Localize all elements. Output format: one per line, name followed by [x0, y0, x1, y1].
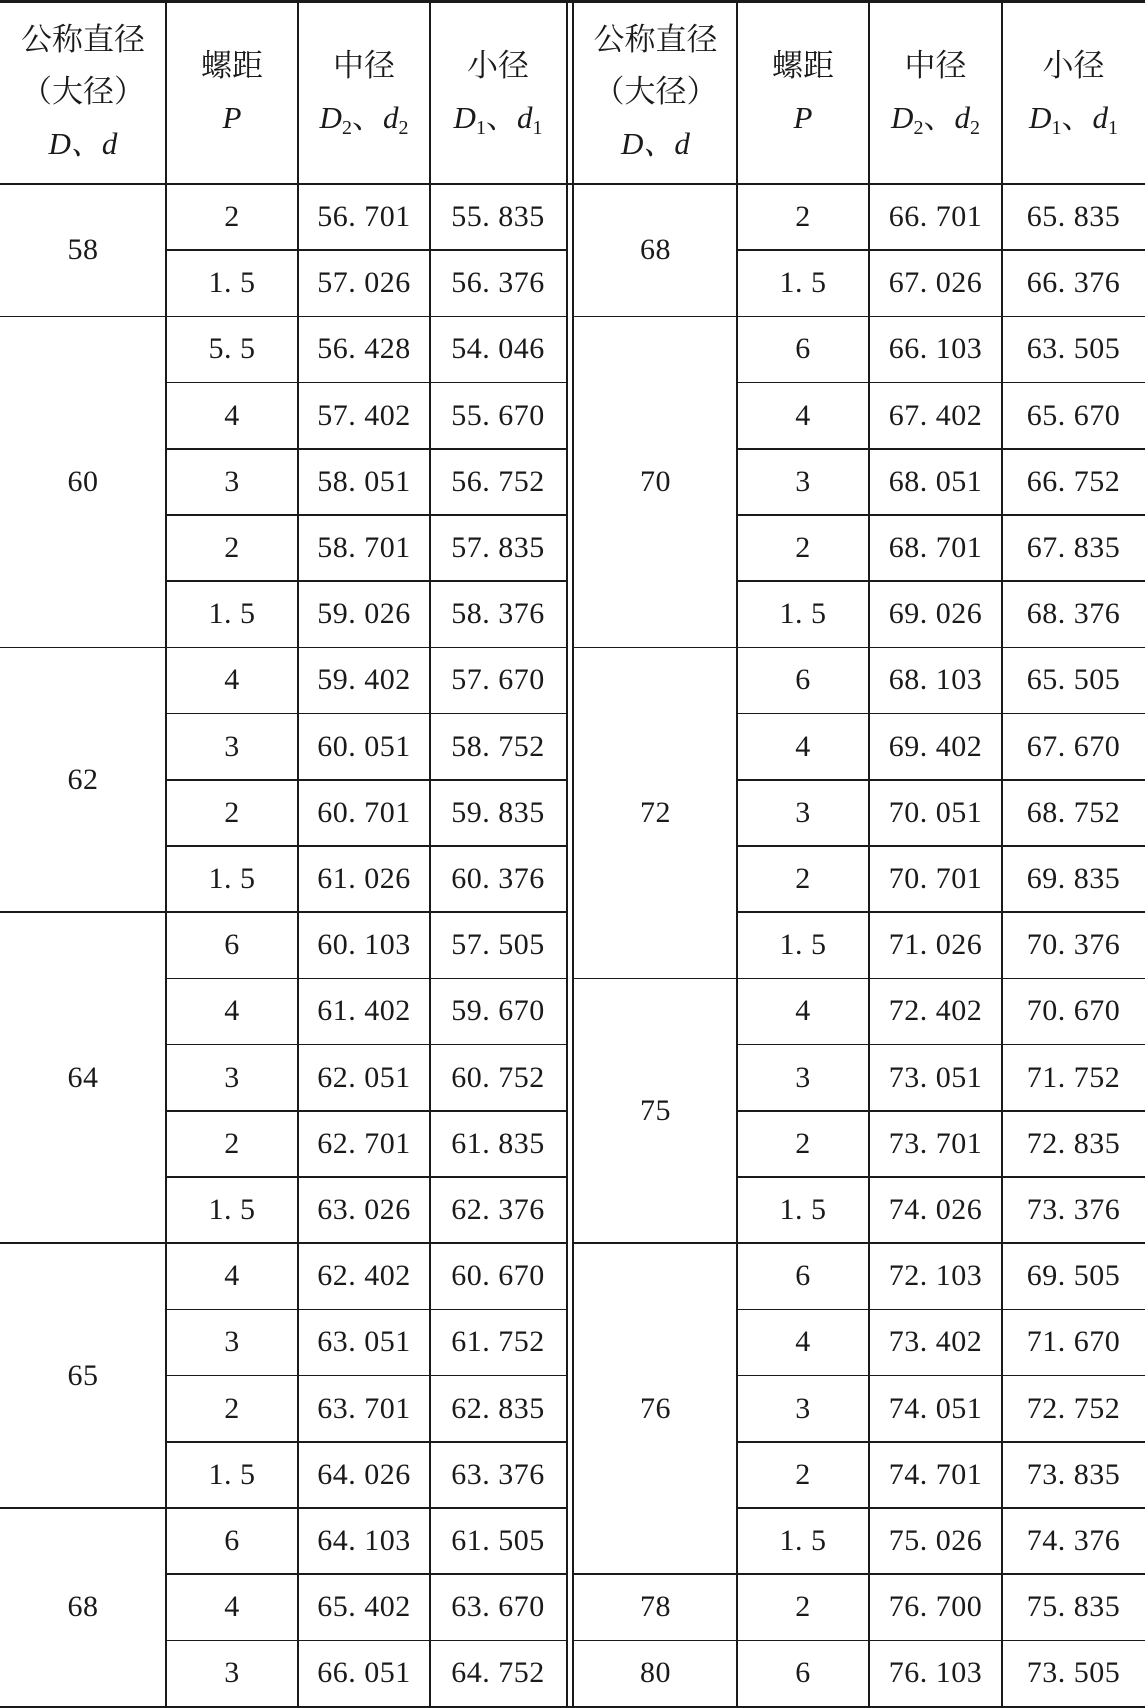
- minor-diameter-cell: 55. 670: [451, 398, 545, 432]
- nominal-diameter-cell: 70: [640, 464, 671, 498]
- header-label: 中径: [904, 48, 967, 83]
- minor-diameter-cell: 67. 670: [1026, 729, 1121, 763]
- pitch-diameter-cell: 56. 428: [317, 332, 411, 366]
- minor-diameter-cell: 68. 752: [1026, 795, 1121, 829]
- minor-diameter-cell: 69. 835: [1026, 862, 1121, 896]
- header-symbol: d: [382, 100, 399, 135]
- pitch-cell: 2: [795, 200, 811, 234]
- minor-diameter-cell: 65. 670: [1026, 398, 1121, 432]
- minor-diameter-cell: 69. 505: [1026, 1259, 1121, 1293]
- pitch-diameter-cell: 60. 051: [317, 729, 411, 763]
- header-subscript: 2: [398, 117, 409, 139]
- pitch-diameter-cell: 74. 051: [888, 1391, 983, 1425]
- pitch-diameter-cell: 71. 026: [888, 928, 983, 962]
- header-symbol: D: [1029, 100, 1052, 135]
- header-symbol: D、d: [621, 126, 690, 161]
- minor-diameter-cell: 58. 376: [451, 597, 545, 631]
- minor-diameter-cell: 55. 835: [451, 200, 545, 234]
- pitch-diameter-cell: 66. 103: [888, 332, 983, 366]
- pitch-cell: 5. 5: [208, 332, 256, 366]
- minor-diameter-cell: 71. 670: [1026, 1325, 1121, 1359]
- pitch-diameter-cell: 68. 051: [888, 464, 983, 498]
- header-pitch: [737, 0, 869, 184]
- pitch-diameter-cell: 58. 051: [317, 464, 411, 498]
- header-symbol: d: [954, 100, 970, 135]
- nominal-diameter-cell: 75: [640, 1093, 671, 1127]
- header-line: [333, 40, 395, 92]
- minor-diameter-cell: 64. 752: [451, 1656, 545, 1690]
- header-symbol: D: [453, 100, 476, 135]
- pitch-diameter-cell: 60. 701: [317, 795, 411, 829]
- pitch-diameter-cell: 57. 402: [317, 398, 411, 432]
- minor-diameter-cell: 59. 835: [451, 795, 545, 829]
- header-separator: 、: [1061, 100, 1093, 135]
- pitch-cell: 6: [224, 928, 240, 962]
- header-subscript: 1: [475, 117, 486, 139]
- header-symbol: P: [222, 100, 242, 135]
- pitch-diameter-cell: 70. 701: [888, 862, 983, 896]
- pitch-cell: 3: [224, 1656, 240, 1690]
- minor-diameter-cell: 72. 752: [1026, 1391, 1121, 1425]
- pitch-diameter-cell: 74. 026: [888, 1193, 983, 1227]
- pitch-diameter-cell: 64. 026: [317, 1457, 411, 1491]
- pitch-diameter-cell: 68. 701: [888, 531, 983, 565]
- pitch-cell: 4: [224, 1590, 240, 1624]
- pitch-diameter-cell: 62. 051: [317, 1060, 411, 1094]
- minor-diameter-cell: 62. 376: [451, 1193, 545, 1227]
- pitch-diameter-cell: 62. 402: [317, 1259, 411, 1293]
- header-symbol: D: [319, 100, 342, 135]
- pitch-diameter-cell: 76. 103: [888, 1656, 983, 1690]
- nominal-diameter-cell: 65: [67, 1358, 99, 1392]
- pitch-cell: 4: [224, 994, 240, 1028]
- header-subscript: 1: [532, 117, 543, 139]
- pitch-cell: 4: [795, 1325, 811, 1359]
- pitch-cell: 2: [224, 1391, 240, 1425]
- minor-diameter-cell: 70. 376: [1026, 928, 1121, 962]
- minor-diameter-cell: 73. 505: [1026, 1656, 1121, 1690]
- header-subscript: 1: [1051, 117, 1062, 139]
- header-separator: 、: [485, 100, 517, 135]
- pitch-cell: 6: [795, 1656, 811, 1690]
- header-symbol: D: [891, 100, 914, 135]
- pitch-diameter-cell: 57. 026: [317, 266, 411, 300]
- pitch-cell: 1. 5: [779, 597, 827, 631]
- header-line: [467, 40, 529, 92]
- minor-diameter-cell: 62. 835: [451, 1391, 545, 1425]
- header-symbol: d: [516, 100, 533, 135]
- pitch-cell: 2: [795, 862, 811, 896]
- pitch-cell: 4: [795, 994, 811, 1028]
- header-line: [905, 40, 967, 92]
- pitch-cell: 6: [795, 1259, 811, 1293]
- pitch-diameter-cell: 76. 700: [888, 1590, 983, 1624]
- header-line: [594, 66, 718, 118]
- pitch-diameter-cell: 63. 701: [317, 1391, 411, 1425]
- pitch-cell: 1. 5: [208, 1193, 256, 1227]
- pitch-cell: 1. 5: [208, 266, 256, 300]
- pitch-cell: 4: [795, 729, 811, 763]
- pitch-diameter-cell: 73. 402: [888, 1325, 983, 1359]
- nominal-diameter-cell: 60: [67, 464, 99, 498]
- header-label: 小径: [1042, 48, 1105, 83]
- minor-diameter-cell: 57. 835: [451, 531, 545, 565]
- pitch-cell: 2: [795, 1126, 811, 1160]
- pitch-cell: 4: [224, 663, 240, 697]
- pitch-diameter-cell: 65. 402: [317, 1590, 411, 1624]
- center-divider-left: [566, 0, 568, 1708]
- nominal-diameter-cell: 80: [640, 1656, 671, 1690]
- pitch-cell: 4: [224, 398, 240, 432]
- pitch-cell: 1. 5: [779, 1524, 827, 1558]
- minor-diameter-cell: 61. 505: [451, 1524, 545, 1558]
- minor-diameter-cell: 57. 505: [451, 928, 545, 962]
- header-line: [21, 14, 145, 66]
- header-line: [772, 40, 834, 92]
- pitch-cell: 2: [224, 1126, 240, 1160]
- header-symbol: d: [1092, 100, 1108, 135]
- minor-diameter-cell: 74. 376: [1026, 1524, 1121, 1558]
- pitch-diameter-cell: 67. 402: [888, 398, 983, 432]
- minor-diameter-cell: 54. 046: [451, 332, 545, 366]
- minor-diameter-cell: 68. 376: [1026, 597, 1121, 631]
- pitch-cell: 3: [224, 464, 240, 498]
- header-label: 公称直径: [21, 22, 145, 57]
- pitch-cell: 6: [795, 663, 811, 697]
- pitch-diameter-cell: 56. 701: [317, 200, 411, 234]
- pitch-diameter-cell: 74. 701: [888, 1457, 983, 1491]
- pitch-cell: 1. 5: [208, 1457, 256, 1491]
- header-label: 螺距: [772, 48, 834, 83]
- header-label: （大径）: [593, 74, 718, 109]
- minor-diameter-cell: 60. 752: [451, 1060, 545, 1094]
- pitch-cell: 6: [795, 332, 811, 366]
- minor-diameter-cell: 60. 670: [451, 1259, 545, 1293]
- pitch-cell: 2: [795, 1590, 811, 1624]
- pitch-cell: 1. 5: [779, 928, 827, 962]
- pitch-cell: 2: [224, 200, 240, 234]
- pitch-diameter-cell: 70. 051: [888, 795, 983, 829]
- pitch-diameter-cell: 66. 701: [888, 200, 983, 234]
- header-line: [794, 92, 813, 144]
- pitch-diameter-cell: 69. 402: [888, 729, 983, 763]
- minor-diameter-cell: 73. 376: [1026, 1193, 1121, 1227]
- header-label: 中径: [333, 48, 395, 83]
- pitch-cell: 4: [795, 398, 811, 432]
- minor-diameter-cell: 67. 835: [1026, 531, 1121, 565]
- minor-diameter-cell: 56. 752: [451, 464, 545, 498]
- minor-diameter-cell: 61. 752: [451, 1325, 545, 1359]
- pitch-diameter-cell: 64. 103: [317, 1524, 411, 1558]
- minor-diameter-cell: 73. 835: [1026, 1457, 1121, 1491]
- pitch-diameter-cell: 73. 051: [888, 1060, 983, 1094]
- nominal-diameter-cell: 68: [640, 233, 671, 267]
- header-separator: 、: [923, 100, 955, 135]
- header-subscript: 2: [969, 117, 980, 139]
- minor-diameter-cell: 71. 752: [1026, 1060, 1121, 1094]
- header-subscript: 2: [913, 117, 924, 139]
- pitch-diameter-cell: 68. 103: [888, 663, 983, 697]
- pitch-diameter-cell: 66. 051: [317, 1656, 411, 1690]
- pitch-cell: 2: [224, 531, 240, 565]
- header-subscript: 2: [341, 117, 352, 139]
- minor-diameter-cell: 57. 670: [451, 663, 545, 697]
- header-line: [201, 40, 263, 92]
- pitch-diameter-cell: 72. 402: [888, 994, 983, 1028]
- minor-diameter-cell: 66. 376: [1026, 266, 1121, 300]
- header-line: [49, 118, 118, 170]
- header-symbols: [891, 92, 980, 144]
- minor-diameter-cell: 66. 752: [1026, 464, 1121, 498]
- pitch-cell: 1. 5: [779, 1193, 827, 1227]
- header-line: [1043, 40, 1105, 92]
- minor-diameter-cell: 63. 376: [451, 1457, 545, 1491]
- header-pitch-diameter: [298, 0, 430, 184]
- pitch-diameter-cell: 62. 701: [317, 1126, 411, 1160]
- pitch-cell: 1. 5: [779, 266, 827, 300]
- pitch-diameter-cell: 63. 051: [317, 1325, 411, 1359]
- header-nominal: [0, 0, 166, 184]
- pitch-cell: 6: [224, 1524, 240, 1558]
- minor-diameter-cell: 56. 376: [451, 266, 545, 300]
- pitch-cell: 1. 5: [208, 597, 256, 631]
- minor-diameter-cell: 65. 835: [1026, 200, 1121, 234]
- pitch-cell: 2: [224, 795, 240, 829]
- header-label: （大径）: [21, 74, 145, 109]
- nominal-diameter-cell: 58: [67, 233, 99, 267]
- header-label: 小径: [467, 48, 529, 83]
- pitch-cell: 3: [224, 1060, 240, 1094]
- minor-diameter-cell: 63. 505: [1026, 332, 1121, 366]
- pitch-diameter-cell: 63. 026: [317, 1193, 411, 1227]
- nominal-diameter-cell: 78: [640, 1590, 671, 1624]
- nominal-diameter-cell: 72: [640, 795, 671, 829]
- nominal-diameter-cell: 76: [640, 1391, 671, 1425]
- pitch-diameter-cell: 69. 026: [888, 597, 983, 631]
- pitch-diameter-cell: 72. 103: [888, 1259, 983, 1293]
- header-symbols: [1029, 92, 1118, 144]
- pitch-diameter-cell: 59. 026: [317, 597, 411, 631]
- header-pitch-diameter: [869, 0, 1002, 184]
- minor-diameter-cell: 60. 376: [451, 862, 545, 896]
- minor-diameter-cell: 59. 670: [451, 994, 545, 1028]
- header-pitch: [166, 0, 298, 184]
- pitch-diameter-cell: 61. 026: [317, 862, 411, 896]
- minor-diameter-cell: 75. 835: [1026, 1590, 1121, 1624]
- pitch-cell: 3: [795, 1391, 811, 1425]
- header-subscript: 1: [1107, 117, 1118, 139]
- header-minor-diameter: [1002, 0, 1145, 184]
- header-label: 螺距: [201, 48, 263, 83]
- pitch-diameter-cell: 58. 701: [317, 531, 411, 565]
- pitch-cell: 4: [224, 1259, 240, 1293]
- minor-diameter-cell: 63. 670: [451, 1590, 545, 1624]
- header-symbols: [454, 92, 543, 144]
- header-separator: 、: [351, 100, 383, 135]
- header-line: [594, 14, 718, 66]
- pitch-diameter-cell: 61. 402: [317, 994, 411, 1028]
- minor-diameter-cell: 72. 835: [1026, 1126, 1121, 1160]
- nominal-diameter-cell: 68: [67, 1590, 99, 1624]
- minor-diameter-cell: 70. 670: [1026, 994, 1121, 1028]
- pitch-cell: 1. 5: [208, 862, 256, 896]
- nominal-diameter-cell: 64: [67, 1060, 99, 1094]
- minor-diameter-cell: 61. 835: [451, 1126, 545, 1160]
- header-minor-diameter: [430, 0, 566, 184]
- header-line: [21, 66, 145, 118]
- header-line: [621, 118, 690, 170]
- pitch-cell: 2: [795, 531, 811, 565]
- pitch-diameter-cell: 60. 103: [317, 928, 411, 962]
- pitch-cell: 3: [795, 795, 811, 829]
- header-nominal: [574, 0, 737, 184]
- pitch-diameter-cell: 59. 402: [317, 663, 411, 697]
- pitch-cell: 3: [224, 729, 240, 763]
- minor-diameter-cell: 58. 752: [451, 729, 545, 763]
- pitch-diameter-cell: 75. 026: [888, 1524, 983, 1558]
- pitch-cell: 2: [795, 1457, 811, 1491]
- nominal-diameter-cell: 62: [67, 762, 99, 796]
- header-line: [223, 92, 242, 144]
- minor-diameter-cell: 65. 505: [1026, 663, 1121, 697]
- header-symbol: P: [793, 100, 813, 135]
- pitch-cell: 3: [795, 1060, 811, 1094]
- header-label: 公称直径: [593, 22, 718, 57]
- header-symbols: [320, 92, 409, 144]
- pitch-cell: 3: [224, 1325, 240, 1359]
- pitch-diameter-cell: 67. 026: [888, 266, 983, 300]
- pitch-cell: 3: [795, 464, 811, 498]
- header-symbol: D、d: [48, 126, 118, 161]
- pitch-diameter-cell: 73. 701: [888, 1126, 983, 1160]
